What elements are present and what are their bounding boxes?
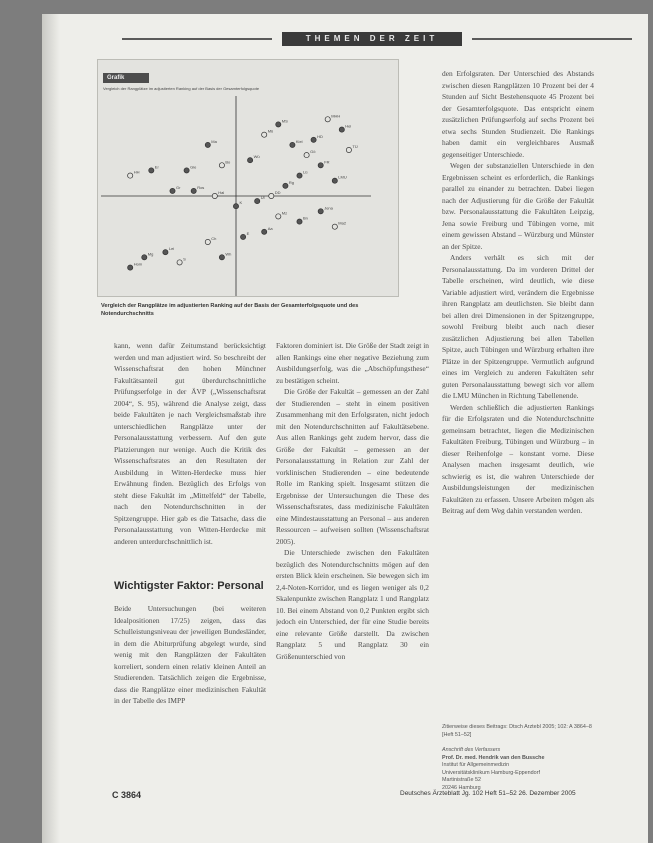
point-label: Ma2 [338, 220, 347, 226]
data-point [269, 193, 274, 198]
point-label: LMU [338, 174, 347, 180]
data-point [304, 153, 309, 158]
point-label: Ma [211, 138, 217, 144]
section-heading: Wichtigster Faktor: Personal [114, 580, 264, 592]
data-point [205, 239, 210, 244]
data-point [205, 142, 210, 147]
data-point [142, 255, 147, 260]
point-label: Hei [345, 123, 352, 129]
point-label: MHH [331, 113, 341, 119]
point-label: Ros [197, 184, 205, 190]
section-header: THEMEN DER ZEIT [282, 32, 462, 46]
point-label: Wh [225, 251, 232, 257]
point-label: Ch [211, 236, 217, 241]
paragraph: Wegen der substanziellen Unterschiede in den Ergebnissen scheint es erforderlich, die Rankings parallel zu einander zu betrachten. Dabei liegen nach der Adjustierung für die Größe der Fakultät bzw. Personalausstattung die Fakultäten Leipzig, Jena sowie Freiburg und Tübingen vorne, mit einem gewissen Abstand – Würzburg und Münster an der Spitze. [442, 161, 594, 251]
data-point [346, 147, 351, 152]
data-point [212, 193, 217, 198]
point-label: E [246, 230, 250, 236]
middle-column [276, 340, 429, 753]
author-address [442, 747, 592, 792]
data-point [255, 199, 260, 204]
header-rule-right [472, 38, 632, 40]
header-rule-left [122, 38, 272, 40]
data-point [149, 168, 154, 173]
data-point [163, 250, 168, 255]
data-point [248, 158, 253, 163]
data-point [283, 183, 288, 188]
data-point [318, 209, 323, 214]
point-label: Bn [303, 215, 308, 221]
paragraph: Die Unterschiede zwischen den Fakultäten bezüglich des Notendurchschnitts mögen auf den ersten Blick klein erscheinen. Sie bewegen sich im 2,4-Noten-Korridor, und es liegen weniger als 0,2 Skalenpunkte zwischen Rangplatz 1 und Rangplatz 10. Bei einem Abstand von 0,2 Punkten ergibt sich jedoch ein Unterschied, der für eine Studie bereits eine relevante Größe darstellt. Da zwischen Rangplatz 5 und Rangplatz 30 ein Größenunterschied von [276, 548, 429, 661]
address-line: Institut für Allgemeinmedizin [442, 762, 510, 768]
point-label: K [239, 200, 243, 206]
left-column-top [114, 340, 266, 572]
data-point [276, 122, 281, 127]
point-label: Gie [190, 164, 197, 170]
figure-tag: Grafik [103, 73, 149, 83]
data-point [332, 224, 337, 229]
address-line: Prof. Dr. med. Hendrik van den Bussche [442, 754, 545, 761]
point-label: S [183, 256, 186, 262]
point-label: Wü [253, 154, 260, 160]
address-line: Anschrift des Verfassers [442, 747, 501, 753]
data-point [318, 163, 323, 168]
data-point [262, 132, 267, 137]
address-line: Universitätsklinikum Hamburg-Eppendorf [442, 769, 540, 776]
data-point [177, 260, 182, 265]
data-point [219, 163, 224, 168]
address-line: 20246 Hamburg [442, 784, 481, 791]
point-label: Hom [133, 261, 143, 267]
data-point [297, 219, 302, 224]
point-label: Bo [225, 159, 231, 165]
paragraph: Anders verhält es sich mit der Personalausstattung. Da im vorderen Drittel der Tabelle erscheinen, wird deutlich, wie diese Variable adjustiert wird, verändern die Ergebnisse ihren Rangplatz am deutlichsten. Sie bleibt dann bei allen drei Dimensionen in der Spitzengruppe, sowohl Freiburg bleibt auch nach dieser zusätzlichen Adjustierung bei allen Tabellen Spitze, auch Tübingen und Würzburg erhalten ihre Plätze in der Spitzengruppe. Vermutlich aufgrund eines im Vergleich zu anderen Fakultäten sehr guten Personalausstattung bewegt sich vor allem die LMU München in Richtung Tabellenende. [442, 253, 594, 400]
data-point [184, 168, 189, 173]
figure-title: Vergleich der Rangplätze im adjustierten Ranking auf der Basis der Gesamterfolgsquote [103, 86, 260, 91]
point-label: Gr [176, 184, 181, 190]
point-label: Ul [260, 195, 265, 201]
page-shadow [42, 14, 60, 843]
point-label: Kiel [295, 138, 303, 144]
data-point [128, 173, 133, 178]
data-point [191, 188, 196, 193]
journal-footer: Deutsches Ärzteblatt Jg. 102 Heft 51–52 26. Dezember 2005 [400, 790, 576, 797]
point-label: HD [317, 133, 323, 139]
data-point [325, 117, 330, 122]
point-label: Gö [310, 149, 316, 155]
paragraph: Faktoren dominiert ist. Die Größe der Stadt zeigt in allen Rankings eine eher negative Beziehung zum Ausbildungserfolg, was die „Abschöpfungsthese“ zu bestätigen scheint. [276, 341, 429, 385]
citation-note: Zitierweise dieses Beitrags: Dtsch Arztebl 2005; 102: A 3864–8 [Heft 51–52] [442, 724, 592, 738]
scatter-chart [101, 96, 371, 296]
data-point [219, 255, 224, 260]
point-label: TÜ [352, 144, 358, 149]
data-point [276, 214, 281, 219]
paragraph: Die Größe der Fakultät – gemessen an der Zahl der Studierenden – steht in einem positiven Zusammenhang mit den Erfolgsraten, nicht jedoch mit den Notendurchschnitten auf Fakultätsebene. Aus allen Rankings geht zudem hervor, dass die Größe der Fakultät – gemessen an der Personalausstattung in Relation zur Zahl der vorklinischen Studierenden – eine bedeutende Rolle im Ranking spielt. Insgesamt stützen die Ergebnisse der Untersuchungen die These des Wissenschaftsrates, dass medizinische Fakultäten eine Mindestausstattung an Personal – aus anderen Ressourcen – aufweisen sollten (Wissenschaftsrat 2005). [276, 387, 429, 546]
point-label: Hal [218, 190, 225, 195]
data-point [233, 204, 238, 209]
data-point [297, 173, 302, 178]
figure-caption: Vergleich der Rangplätze im adjustierten Ranking auf der Basis der Gesamterfolgsquote und des Notendurchschnitts [101, 303, 359, 317]
paragraph: den Erfolgsraten. Der Unterschied des Abstands zwischen diesen Rangplätzen 10 Prozent bei der 4 Stunden auf Sicht Bestehensquote 45 Prozent bei der Gesamterfolgsquote. Das entspricht einem zusätzlichen Prüfungserfolg auf sechs Prozent bei etwa sechs Stunden Studienzeit. Die Rankings haben damit ein vergleichbares Ausmaß gegenseitiger Unterschiede. [442, 69, 594, 159]
point-label: MS [281, 118, 288, 124]
point-label: DD [274, 190, 281, 195]
point-label: Aa [267, 225, 273, 231]
data-point [332, 178, 337, 183]
data-point [290, 142, 295, 147]
chart-points [128, 113, 358, 270]
paragraph: kann, wenn dafür Zeitumstand berücksichtigt werden und man adjustiert wird. So beschreibt der Wissenschaftsrat den hohen Münchner Fakultätsanteil gut überdurchschnittliche Prüfungserfolge in der ÄVP („Wissenschaftsrat 2004“, S. 95), während die Analyse zeigt, dass beide Fakultäten je nach Vergleichsmaßstab ihre unterschiedlichen Rangplätze unter der Personalausstattung verbessern. Auf den gute Platzierungen nur wenige. Auch die Kritik des Wissenschaftsrates an den Resultaten der Ausbildung in Witten-Herdecke muss hier Erwähnung finden. Bezüglich des Erfolgs von steht diese Fakultät im „Mittelfeld“ der Tabelle, nach den Notendurchschnitten in der Spitzengruppe. Hier gab es die Tatsache, dass die Personalausstattung von Witten-Herdecke mit anderen unterdurchschnittlich ist. [114, 341, 266, 546]
right-column [442, 68, 594, 716]
point-label: FR [324, 159, 330, 165]
point-label: HH [133, 169, 140, 175]
paragraph: Werden schließlich die adjustierten Rankings für die Erfolgsraten und die Notendurchschnitte gemeinsam betrachtet, liegen die Medizinischen Fakultäten Freiburg, Tübingen und Würzburg – in dieser Reihenfolge – konstant vorne. Diese Analysen machen insgesamt deutlich, wie schwierig es ist, die wahren Unterschiede der Ausbildungsleistungen der medizinischen Fakultäten zu erfassen. Unsere Arbeiten mögen als Beitrag auf dem Weg dahin verstanden werden. [442, 402, 594, 515]
point-label: Rg [288, 179, 295, 185]
address-line: Martinistraße 52 [442, 777, 481, 783]
point-label: Lü [303, 169, 308, 175]
point-label: Jena [324, 205, 333, 211]
paragraph: Beide Untersuchungen (bei weiteren Idealpositionen 17/25) zeigen, dass das Schulleistungsniveau der jeweiligen Bundesländer, in dem die Abiturprüfung abgelegt wurde, sind wenig mit den Rangplätzen der Fakultäten korreliert, sondern einen relativ kleinen Anteil an Studierenden. Tatsächlich zeigen die Ergebnisse, dass die Rangplätze einer medizinischen Fakultät in der Tabelle des IMPP [114, 604, 266, 705]
data-point [128, 265, 133, 270]
data-point [170, 188, 175, 193]
page-number: C 3864 [112, 790, 142, 800]
point-label: Mg [147, 251, 154, 257]
point-label: Mz [281, 210, 288, 216]
data-point [262, 229, 267, 234]
left-column-bottom [114, 603, 266, 753]
data-point [311, 137, 316, 142]
point-label: Er [154, 164, 159, 170]
point-label: Lei [168, 246, 175, 252]
data-point [339, 127, 344, 132]
point-label: Mü [267, 128, 274, 134]
data-point [241, 234, 246, 239]
